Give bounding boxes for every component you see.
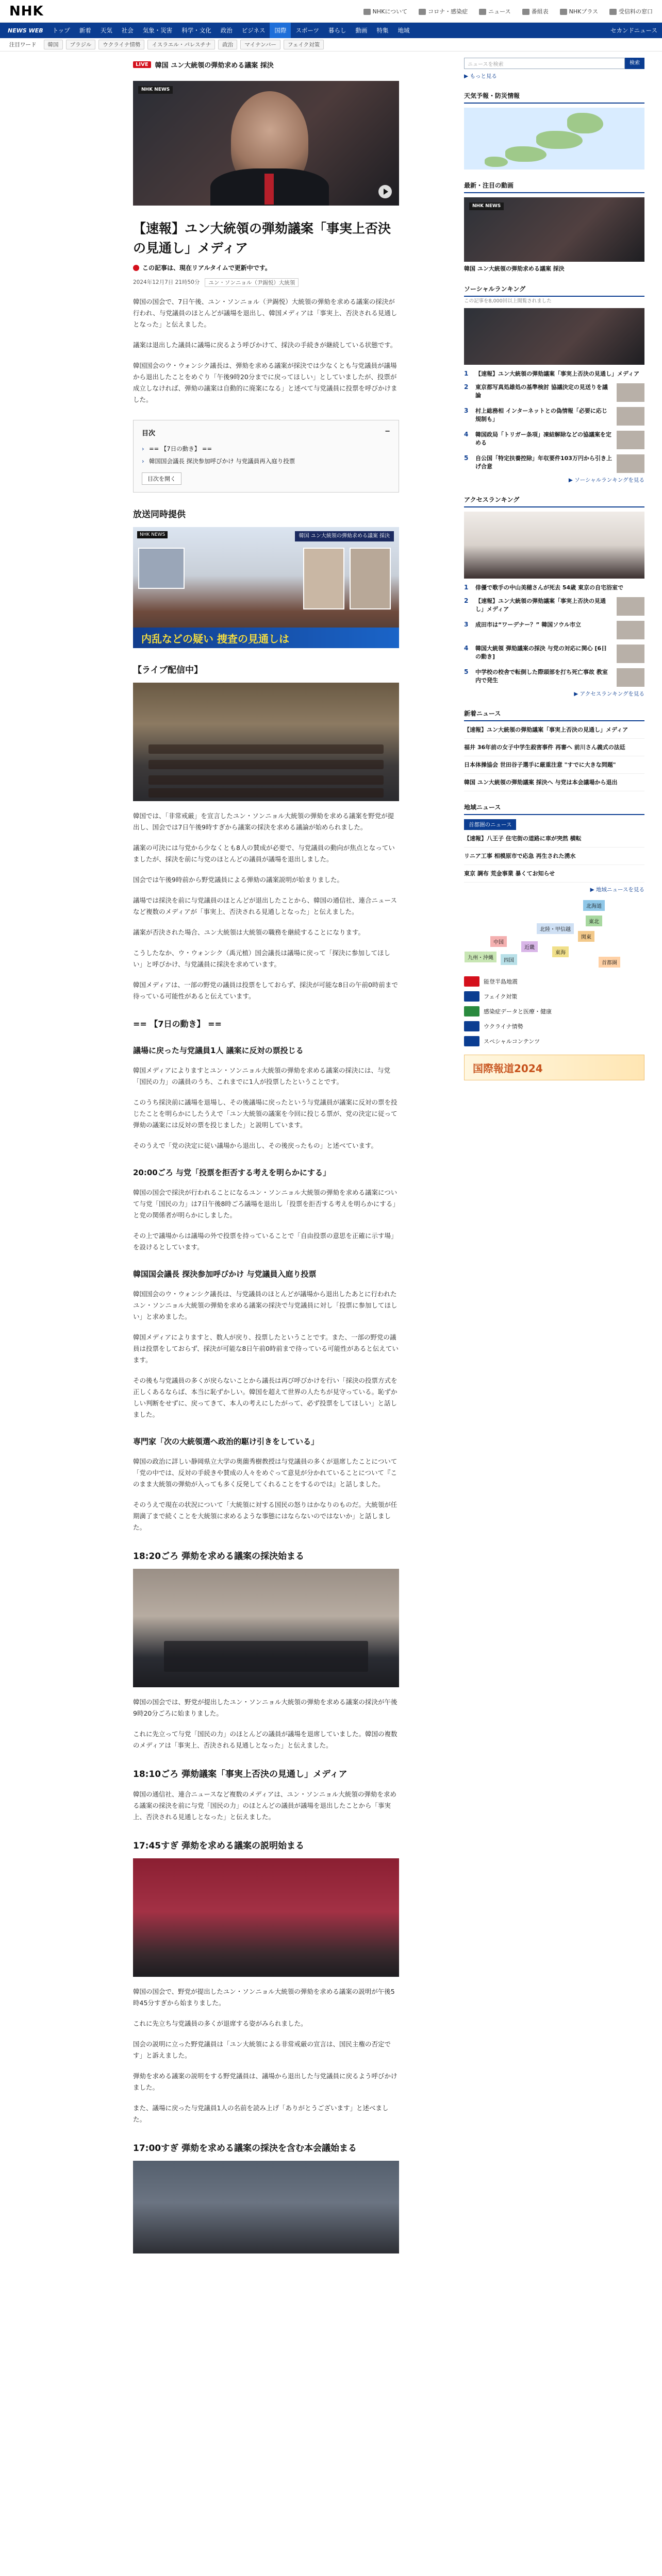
paragraph: これに先立ち与党議員の多くが退席する姿がみられました。 xyxy=(133,2020,307,2027)
tab-capital[interactable]: 首都圏のニュース xyxy=(464,819,516,830)
nav-item-science[interactable]: 科学・文化 xyxy=(181,27,211,34)
rank-number: 3 xyxy=(464,407,469,414)
paragraph: そのうえで「党の決定に従い議場から退出し、その後戻ったもの」と述べています。 xyxy=(133,1142,378,1149)
health-icon xyxy=(464,1006,479,1016)
trend-chip[interactable]: ウクライナ情勢 xyxy=(98,40,144,49)
region-tohoku[interactable]: 東北 xyxy=(585,915,603,927)
photo-session xyxy=(133,2161,399,2253)
paragraph: 韓国の政治に詳しい静岡県立大学の奥薗秀樹教授は与党議員の多くが退席したことについて「党の中では、反対の手続きや賛成の人々をめぐって意見が分かれていることについて『このまま大統領の弾劾が入っても多く反発してくれることをするのでは』と話しました。 xyxy=(133,1458,398,1488)
nav-item-business[interactable]: ビジネス xyxy=(241,27,266,34)
nav-item-international[interactable]: 国際 xyxy=(270,23,291,38)
region-tabs xyxy=(464,819,644,830)
info-icon xyxy=(363,9,371,15)
ranking-item[interactable] xyxy=(464,621,644,639)
map-land xyxy=(505,146,547,162)
ranking-title: 村上総務相 インターネットとの偽情報「必要に応じ規制も」 xyxy=(475,408,607,422)
feature-label: 感染症データと医療・健康 xyxy=(484,1008,552,1015)
paragraph: 韓国の通信社、連合ニュースなど複数のメディアは、ユン・ソンニョル大統領の弾劾を求める議案の採決を前に与党「国民の力」のほとんどの議員が議場を退出したことから「事実上、否決される見通しとなった」と伝えました。 xyxy=(133,1790,396,1821)
feature-link-special[interactable] xyxy=(464,1036,644,1046)
ranking-thumb xyxy=(617,454,644,473)
weather-heading: 天気予報・防災情報 xyxy=(464,91,644,104)
toc-item[interactable]: › 韓国国会議長 探決参加呼びかけ 与党議員再入庭り投票 xyxy=(142,455,390,467)
paragraph: 韓国メディアによりますと、数人が戻り、投票したということです。また、一部の野党の議員は投票をしておらず、採決が可能な8日午前0時前まで待っている可能性があると伝えています。 xyxy=(133,1333,399,1364)
rank-number: 5 xyxy=(464,668,469,675)
paragraph: 韓国メディアは、一部の野党の議員は投票をしておらず、採決が可能な8日の午前0時前まで待っている可能性があると伝えています。 xyxy=(133,981,398,1000)
ranking-item[interactable] xyxy=(464,407,644,426)
article-meta xyxy=(133,278,399,287)
live-update-notice xyxy=(133,263,399,272)
ranking-item[interactable] xyxy=(464,370,644,378)
ranking-title: 韓国政局「トリガー条項」凍結解除などの協議案を定める xyxy=(475,431,611,446)
paragraph: 議場では採決を前に与党議員のほとんどが退出したことから、韓国の通信社、連合ニュースなど複数のメディアが「事実上、否決される見通しとなった」と伝えました。 xyxy=(133,896,397,916)
live-dot-icon xyxy=(133,265,139,271)
region-map xyxy=(464,900,644,972)
update-heading: 議場に戻った与党議員1人 議案に反対の票投じる xyxy=(133,1046,304,1055)
paragraph: 韓国の国会で、野党が提出したユン・ソンニョル大統領の弾劾を求める議案の説明が午後5時45分すぎから始まりました。 xyxy=(133,1988,395,2007)
sidebar xyxy=(464,52,644,1080)
paragraph: その後も与党議員の多くが戻らないことから議長は再び呼びかけを行い「採決の投票方式を正しくあるならば、本当に恥ずかしい。韓国を超えて世界の人たちが見守っている。恥ずかしい判断をせずに、戻ってきて、本人の考えにしたがって、必ず投票をしてほしい」と話しました。 xyxy=(133,1377,398,1418)
update-heading: 18:20ごろ 弾劾を求める議案の採決始まる xyxy=(133,1551,305,1562)
nav-item-disaster[interactable]: 気象・災害 xyxy=(142,27,173,34)
list-item[interactable] xyxy=(464,870,644,883)
region-hokkaido[interactable]: 北海道 xyxy=(583,900,605,911)
access-ranking-more[interactable]: ▶ アクセスランキングを見る xyxy=(574,691,644,697)
new-news-heading: 新着ニュース xyxy=(464,709,644,721)
update-heading: 18:10ごろ 弾劾議案「事実上否決の見通し」メディア xyxy=(133,1769,347,1780)
nhk-logo[interactable]: NHK xyxy=(9,3,44,19)
ranking-title: 中学校の校舎で転倒した際頭部を打ち死亡事故 教室内で発生 xyxy=(475,669,608,684)
nav-item-life[interactable]: 暮らし xyxy=(328,27,346,34)
search-button[interactable]: 検索 xyxy=(625,58,644,69)
assembly-row xyxy=(148,760,384,769)
notice-text: この記事は、現在リアルタイムで更新中です。 xyxy=(142,264,271,272)
toc-close-icon[interactable]: − xyxy=(385,428,390,435)
update-heading: 20:00ごろ 与党「投票を拒否する考えを明らかにする」 xyxy=(133,1168,330,1177)
podium xyxy=(164,1641,368,1672)
nav-item-society[interactable]: 社会 xyxy=(121,27,134,34)
news-title: 日本体操協会 世田谷子選手に厳重注意 "すでに大きな問題" xyxy=(464,761,616,768)
day-heading: == 【7日の動き】 == xyxy=(133,1019,222,1029)
update-heading: 17:45すぎ 弾劾を求める議案の説明始まる xyxy=(133,1841,305,1851)
nav-item-politics[interactable]: 政治 xyxy=(220,27,233,34)
feature-label: 能登半島地震 xyxy=(484,978,518,985)
ranking-thumb xyxy=(617,668,644,687)
speaker-tie xyxy=(264,174,274,205)
virus-icon xyxy=(419,9,426,15)
rank-number: 3 xyxy=(464,621,469,628)
live-badge: LIVE xyxy=(133,61,151,68)
region-tokai[interactable]: 東海 xyxy=(552,946,569,958)
trend-chip[interactable]: ブラジル xyxy=(66,40,96,49)
trending-words xyxy=(0,38,662,52)
ranking-title: 韓国大統領 弾劾議案の採決 与党の対応に関心 [6日の動き] xyxy=(475,645,607,660)
ranking-thumb xyxy=(617,621,644,639)
feature-link-noto[interactable] xyxy=(464,976,644,987)
feature-label: ウクライナ情勢 xyxy=(484,1023,523,1030)
top-link-corona[interactable]: コロナ・感染症 xyxy=(419,7,468,15)
assembly-row xyxy=(148,775,384,785)
trend-chip[interactable]: 韓国 xyxy=(44,40,63,49)
region-news-heading: 地域ニュース xyxy=(464,803,644,815)
ranking-title: 【速報】ユン大統領の弾劾議案「事実上否決の見通し」メディア xyxy=(475,370,640,377)
rank-number: 4 xyxy=(464,431,469,438)
paragraph: 議案が否決された場合、ユン大統領は大統領の職務を継続することになります。 xyxy=(133,928,365,936)
list-item[interactable] xyxy=(464,743,644,756)
top-link-about[interactable]: NHKについて xyxy=(363,7,408,15)
access-ranking-thumb[interactable] xyxy=(464,512,644,579)
paragraph: その上で議場からは議場の外で投票を持っていることで「自由投票の意思を正確に示す場」を設けるとしています。 xyxy=(133,1232,398,1251)
social-ranking-heading: ソーシャルランキング xyxy=(464,284,644,297)
news-icon xyxy=(479,9,486,15)
region-chugoku[interactable]: 中国 xyxy=(490,936,507,947)
access-ranking-heading: アクセスランキング xyxy=(464,495,644,507)
ranking-title: 成田市は“ワーデナー？” 韓国ソウル市立 xyxy=(475,621,581,628)
latest-video-heading: 最新・注目の動画 xyxy=(464,181,644,193)
assembly-row xyxy=(148,744,384,754)
feature-link-fake[interactable] xyxy=(464,991,644,1002)
nhk-news-badge: NHK NEWS xyxy=(469,202,504,210)
toc-title: 目次 xyxy=(142,430,156,437)
paragraph: 韓国の国会で、7日午後、ユン・ソンニョル（尹錫悦）大統領の弾劾を求める議案の採決が行われ、与党議員のほとんどが議場を退出し、韓国メディアは「事実上、否決される見通しとなった」と伝えました。 xyxy=(133,298,398,328)
ranking-item[interactable] xyxy=(464,668,644,687)
ranking-thumb[interactable] xyxy=(464,308,644,365)
paragraph: 韓国の国会では、野党が提出したユン・ソンニョル大統領の弾劾を求める議案の採決が午後9時20分ごろに始まりました。 xyxy=(133,1698,398,1717)
top-link-plus[interactable]: NHKプラス xyxy=(560,7,598,15)
ranking-item[interactable] xyxy=(464,454,644,473)
table-of-contents xyxy=(133,420,399,493)
live-banner[interactable] xyxy=(133,60,399,70)
trend-chip[interactable]: イスラエル・パレスチナ xyxy=(147,40,215,49)
rank-number: 2 xyxy=(464,597,469,604)
feature-link-ukraine[interactable] xyxy=(464,1021,644,1031)
ranking-item[interactable] xyxy=(464,597,644,616)
ranking-item[interactable] xyxy=(464,383,644,402)
photo-vote xyxy=(133,1569,399,1687)
rank-number: 1 xyxy=(464,584,469,591)
list-item[interactable] xyxy=(464,761,644,774)
search-input[interactable]: ニュースを検索 xyxy=(464,58,625,69)
broadcast-heading: 放送同時提供 xyxy=(133,510,186,520)
nav-second-news[interactable]: セカンドニュース xyxy=(610,27,657,34)
ranking-thumb xyxy=(617,407,644,426)
trend-chip[interactable]: マイナンバー xyxy=(240,40,280,49)
ranking-thumb xyxy=(617,597,644,616)
map-land xyxy=(485,157,508,167)
ranking-title: 俳優で歌手の中山美穂さんが死去 54歳 東京の自宅浴室で xyxy=(475,584,623,591)
yen-icon xyxy=(609,9,617,15)
search-more-link[interactable]: ▶ もっと見る xyxy=(464,73,497,79)
region-kinki[interactable]: 近畿 xyxy=(521,941,538,953)
inset-guest xyxy=(350,548,391,609)
region-news-more[interactable]: ▶ 地域ニュースを見る xyxy=(590,887,644,893)
paragraph: 議案は退出した議員に議場に戻るよう呼びかけて、採決の手続きが継続している状態です。 xyxy=(133,341,397,349)
news-title: 【速報】八王子 住宅街の道路に車が突然 横転 xyxy=(464,835,582,842)
top-link-news[interactable]: ニュース xyxy=(479,7,510,15)
toc-expand-button[interactable]: 目次を開く xyxy=(142,472,181,485)
ranking-title: 【速報】ユン大統領の弾劾議案「事実上否決の見通し」メディア xyxy=(475,598,606,613)
feature-label: スペシャルコンテンツ xyxy=(484,1038,540,1045)
article-tag[interactable]: ユン・ソンニョル（尹錫悦）大統領 xyxy=(205,278,299,287)
weather-map[interactable] xyxy=(464,108,644,170)
paragraph: 国会の説明に立った野党議員は「ユン大統領による非常戒厳の宣言は、国民主権の否定です」と訴えました。 xyxy=(133,2040,391,2059)
calendar-icon xyxy=(522,9,529,15)
trending-label: 注目ワード xyxy=(9,42,37,48)
region-kanto[interactable]: 関東 xyxy=(577,930,595,942)
feature-link-health[interactable] xyxy=(464,1006,644,1016)
list-item[interactable] xyxy=(464,852,644,865)
paragraph: 国会では午後9時前から野党議員による弾劾の議案説明が始まりました。 xyxy=(133,876,343,884)
trend-chip[interactable]: 政治 xyxy=(218,40,237,49)
region-hokuriku[interactable]: 北陸・甲信越 xyxy=(536,923,574,935)
nav-item-top[interactable]: トップ xyxy=(52,27,70,34)
nav-item-new[interactable]: 新着 xyxy=(79,27,91,34)
star-icon xyxy=(464,1036,479,1046)
toc-item[interactable]: › == 【7日の動き】 == xyxy=(142,443,390,455)
paragraph: こうしたなか、ウ・ウォンシク（禹元植）国会議長は議場に戻って「探決に参加してほしい」と呼びかけ、与党議員に採決を求めています。 xyxy=(133,949,390,968)
earthquake-icon xyxy=(464,976,479,987)
top-link-fee[interactable]: 受信料の窓口 xyxy=(609,7,653,15)
rank-number: 5 xyxy=(464,454,469,462)
news-title: リニア工事 相模原市で応急 再生された湧水 xyxy=(464,853,576,859)
latest-video-caption[interactable]: 韓国 ユン大統領の弾劾求める議案 採決 xyxy=(464,265,565,272)
nav-brand[interactable]: NEWS WEB xyxy=(8,27,43,34)
rank-number: 2 xyxy=(464,383,469,391)
paragraph: また、議場に戻った与党議員1人の名前を読み上げ「ありがとうございます」と述べました。 xyxy=(133,2104,389,2123)
speaker-face xyxy=(133,1858,190,1930)
broadcast-video[interactable] xyxy=(133,527,399,648)
ranking-thumb xyxy=(617,431,644,449)
paragraph: そのうえで現在の状況について「大統領に対する国民の怒りはかなりのものだ。大統領が任期満了まで続くことを大統領に求めるような事態にはならないのではないか」と話しました。 xyxy=(133,1501,398,1531)
ranking-thumb xyxy=(617,383,644,402)
paragraph: このうち採決前に議場を退場し、その後議場に戻ったという与党議員が議案に反対の票を投じたことを明らかにしたうえで「ユン大統領の議案を今回に投じる票が、党の決定に従って弾劾の議案には反対の票を投じました」と説明しています。 xyxy=(133,1098,398,1129)
nav-item-sports[interactable]: スポーツ xyxy=(295,27,319,34)
play-icon[interactable] xyxy=(378,185,392,198)
inset-anchor xyxy=(138,548,185,589)
paragraph: 韓国国会のウ・ウォンシク議長は、与党議員のほとんどが議場から退出したあとに行われたユン・ソンニョル大統領の弾劾を求める議案の採決で与党議員に対し「投票に参加してほしい」と求めました。 xyxy=(133,1290,398,1320)
assembly-row xyxy=(148,788,384,798)
news-title: 東京 調布 荒金事業 暴くてお知らせ xyxy=(464,870,555,877)
main-nav xyxy=(0,23,662,38)
nav-item-feature[interactable]: 特集 xyxy=(376,27,389,34)
update-heading: 17:00すぎ 弾劾を求める議案の採決を含む本会議始まる xyxy=(133,2143,357,2154)
paragraph: 弾劾を求める議案の説明をする野党議員は、議場から退出した与党議員に戻るよう呼びかけました。 xyxy=(133,2072,398,2091)
live-stream-video[interactable] xyxy=(133,683,399,801)
trend-chip[interactable]: フェイク対策 xyxy=(284,40,324,49)
nhk-news-badge: NHK NEWS xyxy=(137,531,168,538)
feature-label: フェイク対策 xyxy=(484,993,518,1000)
region-kyushu[interactable]: 九州・沖縄 xyxy=(464,951,497,963)
live-headline: 韓国 ユン大統領の弾劾求める議案 採決 xyxy=(155,62,274,70)
photo-speaker xyxy=(133,1858,399,1977)
latest-video-thumb[interactable] xyxy=(464,197,644,262)
rank-number: 4 xyxy=(464,645,469,652)
ranking-title: 自公国「特定扶養控除」年収要件103万円から引き上げ合意 xyxy=(475,455,612,470)
nav-item-video[interactable]: 動画 xyxy=(355,27,368,34)
ranking-item[interactable] xyxy=(464,584,644,592)
list-item[interactable] xyxy=(464,778,644,791)
news-title: 韓国 ユン大統領の弾劾議案 採決へ 与党は本会議場から退出 xyxy=(464,779,618,786)
promo-banner[interactable]: 国際報道2024 xyxy=(464,1055,644,1080)
paragraph: 議案の可決には与党から少なくとも8人の賛成が必要で、与党議員の動向が焦点となっていましたが、採決を前に与党のほとんどの議員が議場を退出しました。 xyxy=(133,844,395,863)
nhk-news-badge: NHK NEWS xyxy=(138,86,173,94)
list-item[interactable] xyxy=(464,726,644,739)
nav-item-local[interactable]: 地域 xyxy=(398,27,410,34)
top-links xyxy=(363,7,653,15)
list-item[interactable] xyxy=(464,835,644,848)
map-land xyxy=(567,113,603,133)
nav-item-weather[interactable]: 天気 xyxy=(100,27,112,34)
ranking-item[interactable] xyxy=(464,645,644,663)
social-ranking-more[interactable]: ▶ ソーシャルランキングを見る xyxy=(568,477,644,483)
news-title: 福井 36年前の女子中学生殺害事件 再審へ 前川さん義式の法廷 xyxy=(464,744,625,751)
ranking-note: この記事を8,000回以上閲覧されました xyxy=(464,298,552,304)
region-shikoku[interactable]: 四国 xyxy=(500,954,518,965)
update-heading: 専門家「次の大統領選へ政治的駆け引きをしている」 xyxy=(133,1437,319,1446)
ranking-thumb xyxy=(617,645,644,663)
paragraph: 韓国の国会で採決が行われることになるユン・ソンニョル大統領の弾劾を求める議案について与党「国民の力」は7日午後8時ごろ議場を退出し「投票を拒否する考えを明らかにする」と党の関係者が明らかにしました。 xyxy=(133,1189,399,1219)
broadcast-telop: 韓国 ユン大統領の弾劾求める議案 採決 xyxy=(295,531,394,541)
top-bar xyxy=(0,0,662,23)
search-box xyxy=(464,58,644,69)
rank-number: 1 xyxy=(464,370,469,377)
region-shutoken[interactable]: 首都圏 xyxy=(598,956,621,968)
paragraph: 韓国メディアによりますとユン・ソンニョル大統領の弾劾を求める議案の採決には、与党「国民の力」の議員のうち、これまでに1人が投票したということです。 xyxy=(133,1066,391,1086)
map-land xyxy=(536,131,583,149)
ranking-title: 東京都写真処雄処の基準検討 協議決定の見送りを議論 xyxy=(475,384,608,399)
play-icon xyxy=(560,9,567,15)
hero-video[interactable] xyxy=(133,81,399,206)
paragraph: これに先立って与党「国民の力」のほとんどの議員が議場を退席していました。韓国の複数のメディアは「事実上、否決される見通しとなった」と伝えました。 xyxy=(133,1730,398,1749)
news-title: 【速報】ユン大統領の弾劾議案「事実上否決の見通し」メディア xyxy=(464,726,628,733)
top-link-programs[interactable]: 番組表 xyxy=(522,7,549,15)
paragraph: 韓国では、「非常戒厳」を宣言したユン・ソンニョル大統領の弾劾を求める議案を野党が提出し、国会では7日午後9時すぎから議案の採決を求める議論が始められました。 xyxy=(133,812,394,831)
article-title: 【速報】ユン大統領の弾劾議案「事実上否決の見通し」メディア xyxy=(133,221,391,256)
caption-text: 内乱などの疑い 捜査の見通しは xyxy=(141,633,289,645)
broadcast-caption xyxy=(133,628,399,648)
inset-guest xyxy=(303,548,344,609)
update-heading: 韓国国会議長 探決参加呼びかけ 与党議員入庭り投票 xyxy=(133,1269,317,1279)
article-date: 2024年12月7日 21時50分 xyxy=(133,279,200,285)
paragraph: 韓国国会のウ・ウォンシク議長は、弾劾を求める議案が採決では少なくとも与党議員が議場から退出したことをめぐり「午後9時20分までに戻ってほしい」としていましたが、投票が成立しなければ、弾劾の議案は自動的に廃案になる」と述べて与党議員に投票を呼びかけました。 xyxy=(133,362,398,403)
shield-icon xyxy=(464,991,479,1002)
globe-icon xyxy=(464,1021,479,1031)
ranking-item[interactable] xyxy=(464,431,644,449)
article xyxy=(133,52,399,2253)
live-heading: 【ライブ配信中】 xyxy=(133,665,203,675)
